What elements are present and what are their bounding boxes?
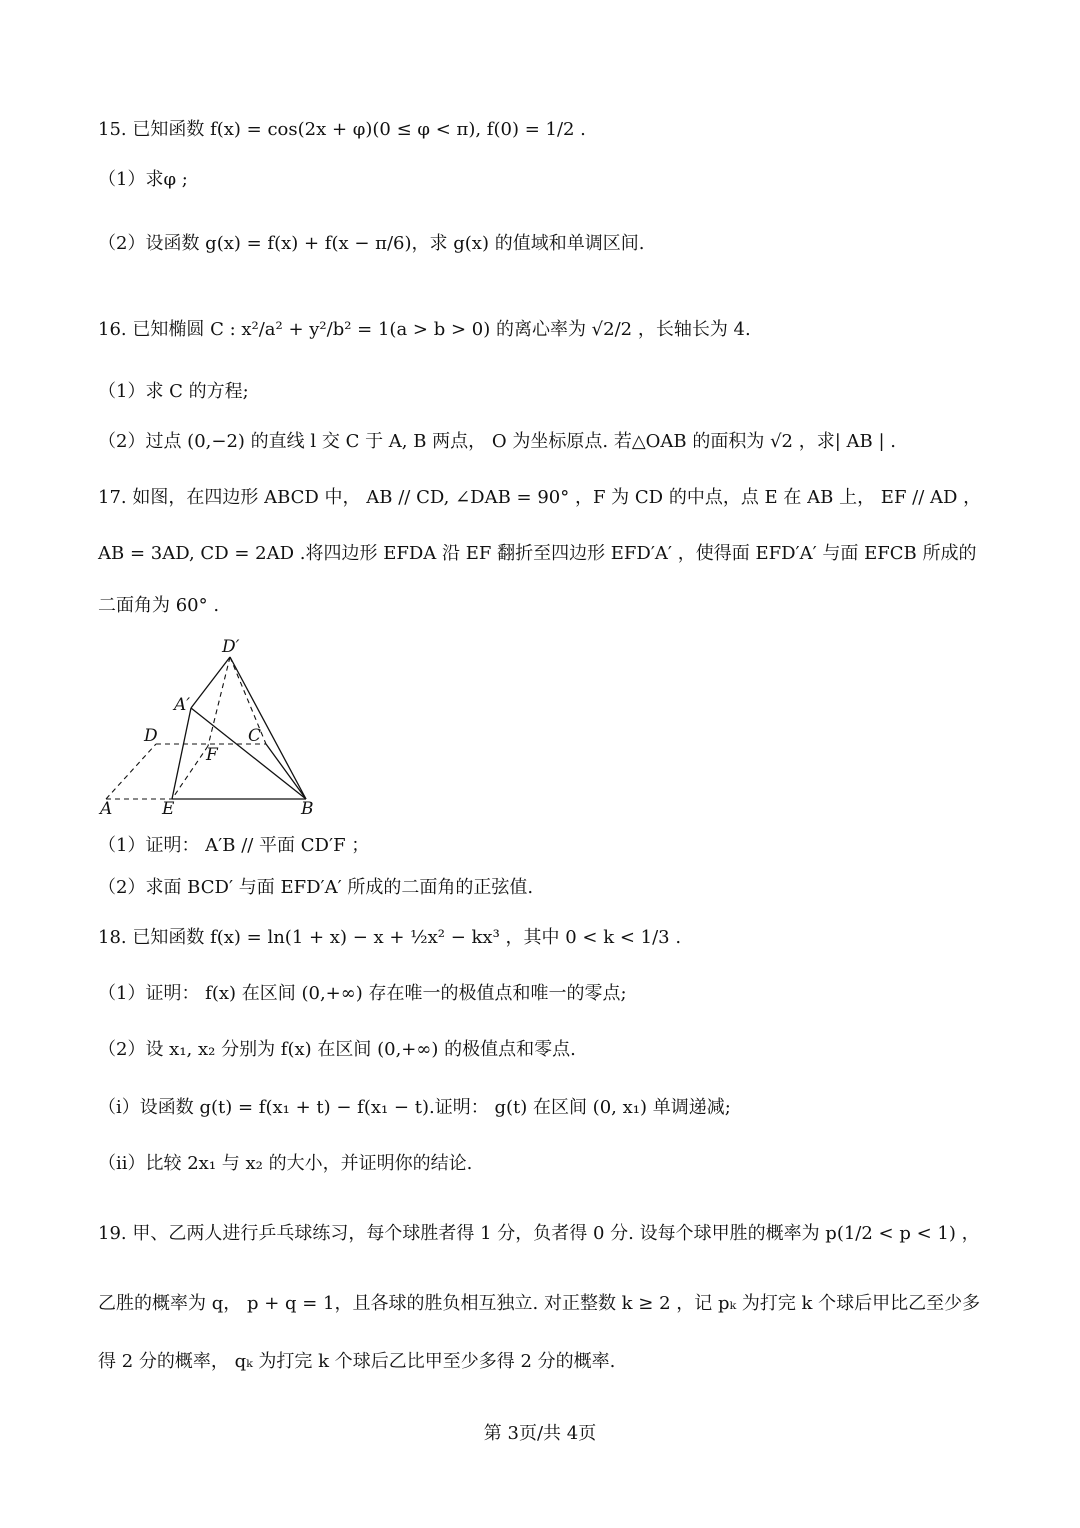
problem-17-stem-line-3: 二面角为 60° . bbox=[98, 595, 220, 616]
problem-16-part-1: （1）求 C 的方程; bbox=[98, 381, 249, 402]
problem-19-stem-line-2: 乙胜的概率为 q， p + q = 1，且各球的胜负相互独立. 对正整数 k ≥ 2 ，记 pₖ 为打完 k 个球后甲比乙至少多 bbox=[98, 1293, 981, 1314]
problem-18-part-2: （2）设 x₁, x₂ 分别为 f(x) 在区间 (0,+∞) 的极值点和零点. bbox=[98, 1039, 576, 1060]
problem-17-part-2: （2）求面 BCD′ 与面 EFD′A′ 所成的二面角的正弦值. bbox=[98, 877, 534, 898]
edge-d-prime-b bbox=[230, 657, 306, 799]
label-f: F bbox=[206, 745, 218, 765]
problem-18-stem: 18. 已知函数 f(x) = ln(1 + x) − x + ½x² − kx³ ，其中 0 < k < 1/3 . bbox=[98, 927, 682, 948]
problem-15-stem: 15. 已知函数 f(x) = cos(2x + φ)(0 ≤ φ < π), f(0) = 1/2 . bbox=[98, 119, 586, 140]
label-a: A bbox=[100, 799, 113, 816]
problem-18-part-2-ii: （ii）比较 2x₁ 与 x₂ 的大小，并证明你的结论. bbox=[98, 1153, 473, 1174]
problem-19-stem-line-3: 得 2 分的概率， qₖ 为打完 k 个球后乙比甲至少多得 2 分的概率. bbox=[98, 1351, 616, 1372]
label-d-prime: D′ bbox=[222, 637, 240, 657]
problem-16-stem: 16. 已知椭圆 C : x²/a² + y²/b² = 1(a > b > 0) 的离心率为 √2/2 ，长轴长为 4. bbox=[98, 319, 751, 340]
label-c: C bbox=[248, 726, 262, 746]
label-d: D bbox=[144, 726, 158, 746]
problem-17-stem-line-2: AB = 3AD, CD = 2AD .将四边形 EFDA 沿 EF 翻折至四边形 EFD′A′ ，使得面 EFD′A′ 与面 EFCB 所成的 bbox=[98, 543, 977, 564]
problem-15-part-2: （2）设函数 g(x) = f(x) + f(x − π/6)，求 g(x) 的值域和单调区间. bbox=[98, 233, 645, 254]
folded-quadrilateral-figure bbox=[96, 636, 356, 816]
edge-d-prime-a-prime bbox=[191, 657, 230, 708]
problem-16-part-2: （2）过点 (0,−2) 的直线 l 交 C 于 A, B 两点， O 为坐标原点. 若△OAB 的面积为 √2 ，求| AB | . bbox=[98, 431, 896, 452]
problem-17-part-1: （1）证明： A′B // 平面 CD′F ； bbox=[98, 835, 370, 856]
problem-17-stem-line-1: 17. 如图，在四边形 ABCD 中， AB // CD, ∠DAB = 90° ，F 为 CD 的中点，点 E 在 AB 上， EF // AD ， bbox=[98, 487, 982, 508]
page-footer: 第 3页/共 4页 bbox=[483, 1423, 597, 1444]
label-a-prime: A′ bbox=[174, 695, 191, 715]
problem-18-part-1: （1）证明： f(x) 在区间 (0,+∞) 存在唯一的极值点和唯一的零点; bbox=[98, 983, 627, 1004]
problem-15-part-1: （1）求φ ; bbox=[98, 169, 188, 190]
edge-a-d-dashed bbox=[106, 744, 156, 799]
label-b: B bbox=[301, 799, 314, 816]
problem-19-stem-line-1: 19. 甲、乙两人进行乒乓球练习，每个球胜者得 1 分，负者得 0 分. 设每个球甲胜的概率为 p(1/2 < p < 1) ， bbox=[98, 1223, 980, 1244]
label-e: E bbox=[162, 799, 175, 816]
problem-18-part-2-i: （i）设函数 g(t) = f(x₁ + t) − f(x₁ − t).证明： g(t) 在区间 (0, x₁) 单调递减; bbox=[98, 1097, 731, 1118]
